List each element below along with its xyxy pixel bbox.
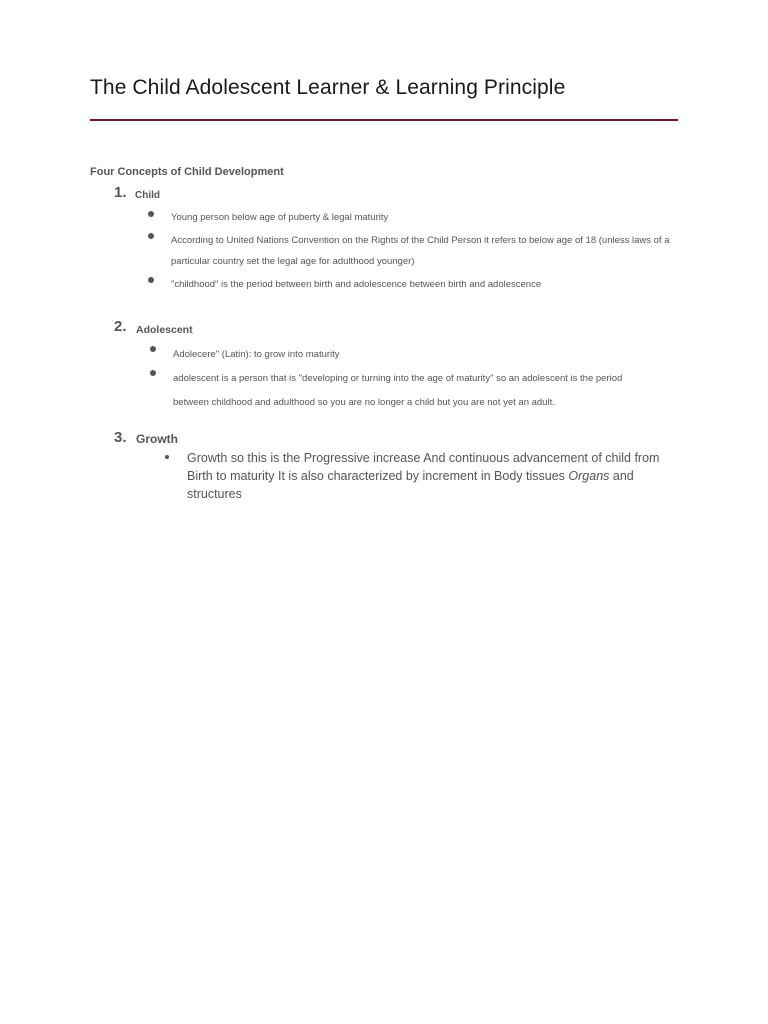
bullet-dot — [148, 277, 154, 283]
document-title: The Child Adolescent Learner & Learning Principle — [90, 76, 566, 99]
bullet-text: adolescent is a person that is "developing or turning into the age of maturity" so an adolescent is the period — [173, 373, 623, 384]
growth-line-1: Growth so this is the Progressive increase And continuous advancement of child from — [187, 451, 660, 465]
bullet-text-continuation: particular country set the legal age for adulthood younger) — [171, 256, 415, 267]
bullet-text-continuation: between childhood and adulthood so you are no longer a child but you are not yet an adult. — [173, 397, 555, 408]
growth-line-2-text: Birth to maturity It is also characterized by increment in Body tissues — [187, 469, 569, 483]
list-number-1: 1. — [114, 184, 127, 201]
list-number-2: 2. — [114, 318, 127, 335]
bullet-dot — [148, 233, 154, 239]
growth-line-3: structures — [187, 487, 242, 501]
bullet-dot — [148, 211, 154, 217]
title-divider — [90, 119, 678, 121]
bullet-dot — [165, 455, 169, 459]
list-number-3: 3. — [114, 429, 127, 446]
bullet-text: Adolecere" (Latin): to grow into maturity — [173, 349, 340, 360]
item-label-adolescent: Adolescent — [136, 324, 193, 336]
item-label-child: Child — [135, 190, 160, 201]
bullet-text: Young person below age of puberty & legal maturity — [171, 212, 389, 223]
growth-line-2 — [187, 467, 677, 485]
section-heading: Four Concepts of Child Development — [90, 166, 284, 178]
growth-line-2-tail: and — [609, 469, 634, 483]
organs-emphasis: Organs — [568, 469, 610, 483]
bullet-text-growth — [187, 449, 677, 503]
item-label-growth: Growth — [136, 432, 178, 446]
bullet-text: "childhood" is the period between birth and adolescence between birth and adolescence — [171, 279, 542, 290]
bullet-dot — [150, 346, 156, 352]
bullet-text: According to United Nations Convention on the Rights of the Child Person it refers to below age of 18 (unless laws of a — [171, 235, 670, 246]
bullet-dot — [150, 370, 156, 376]
